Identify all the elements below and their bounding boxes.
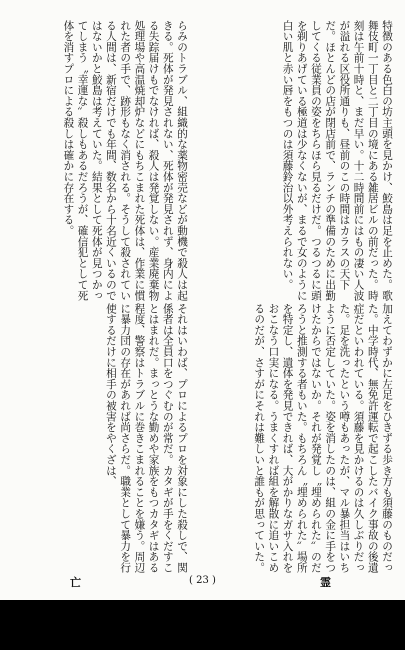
text-column-right-top: 特徴のある色白の坊主頭を見かけ、鮫島は足を止めた。歌舞伎町一丁目と二丁目の境にある雑居ビルの前だった。時刻は午前十時と、まだ早い。十二時間前にはもの凄い人波が溢れる区役所通りも、昼前のこの時間はカラスの天下だ。ほとんどの店が閉店前で、ランチの準備のために出勤してくる従業員の姿をちらほら見るだけだ。つるつるに頭を剃りあげている極道は少なくないが、まるで女のように白い肌と赤い唇をもつのは須藤鈴治以外考えられない。	[281, 20, 393, 301]
text-column-right-bottom: 加えてわずかに左足をひきずる歩き方も須藤のものだった。中学時代、無免許運転で起こしたバイク事故の後遺症だといわれている。須藤を見かけるのは久しぶりだった。足を洗ったという噂もあったが、マル暴担当はいちように否定していた。姿を消したのは、組の金に手をつけたからではないか。それが発覚し〝埋められた〟のだろうと推測する者もいた。もちろん〝埋められた〟場所を特定し、遺体を発見できれば、大がかりなガサ入れをおこなう口実になる。うまくすれば組を解散に追いこめるのだが、さすがにそれは難しいと誰もが思っていた。	[253, 303, 393, 573]
footer-title-right: 霊	[320, 576, 332, 589]
footer-title-left: 亡	[70, 576, 82, 589]
bottom-black-bar	[0, 600, 405, 650]
text-column-left-bottom: それはいわば、プロによるプロを対象にした殺しで、関係者は全員口をつぐむのが常だ。カタギが手をくだすことはまれだ。まっとうな勤めや家族をもつカタギはある程度、警察はトラブルに巻きこまれることを嫌う。周辺に暴力団の存在があれば尚さらだ。職業として暴力を行使するだけに相手の被害をやくざは、	[104, 303, 188, 573]
text-column-left-top: らみのトラブル、組織的な薬物密売などが動機で殺人は起きる。死体が発見されない、死体が発見されず、身内による失踪届けもでなければ、殺人は発覚しない。産業廃棄物処理場や高温焼却炉などにもちこまれた死体は、作業に慣れた者の手で、跡形もなく消される。そうして殺されている人間は、新宿だけでも年間、数名から十名近くいるのではないかと鮫島は考えていた。結果として死体が見つかってしまう〝幸運な〟殺しもあるだろうが、確信犯として死体を消すプロによる殺しは確かに存在する。	[62, 20, 188, 301]
page-number: ( 23 )	[189, 575, 216, 586]
